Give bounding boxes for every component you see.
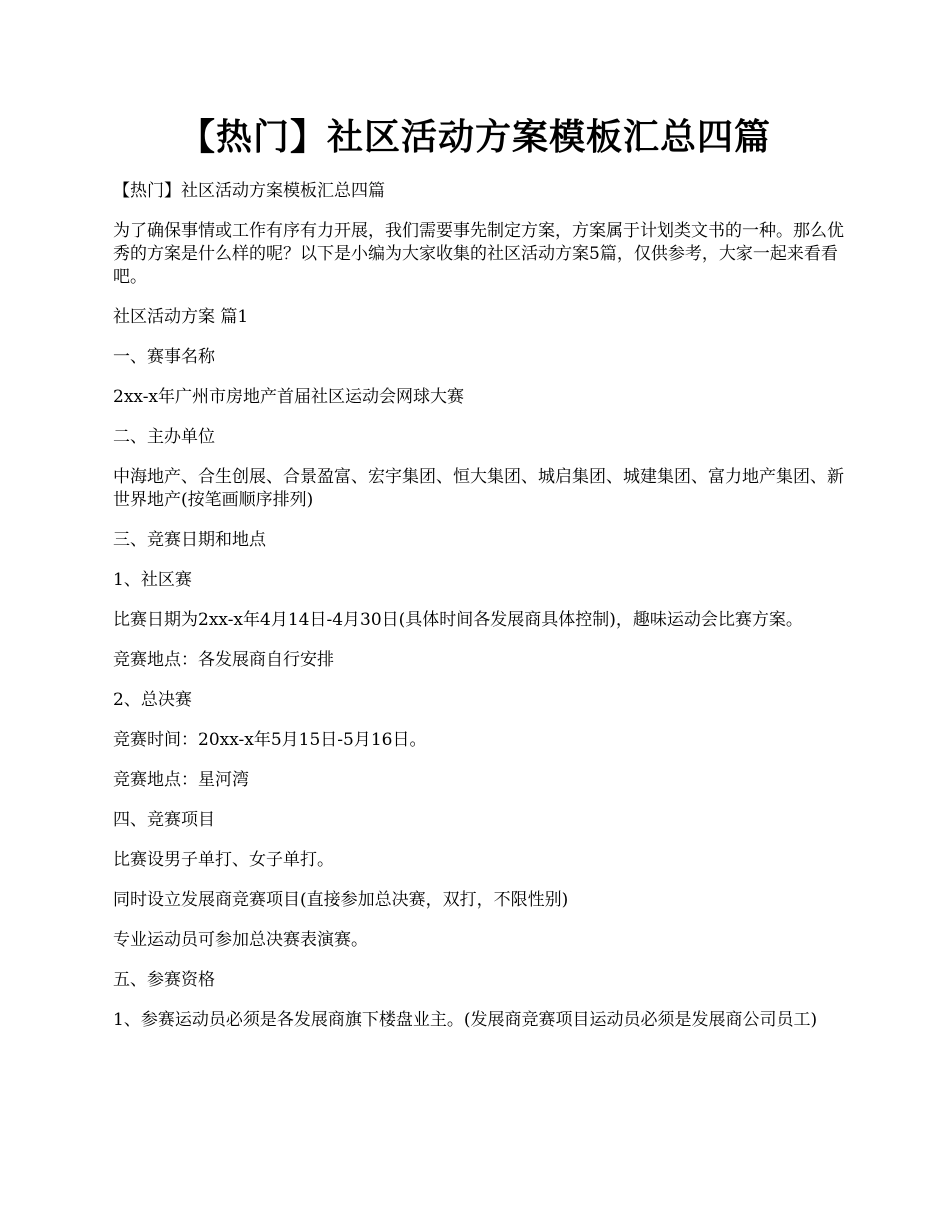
body-paragraph: 中海地产、合生创展、合景盈富、宏宇集团、恒大集团、城启集团、城建集团、富力地产集团、新世界地产(按笔画顺序排列) bbox=[113, 467, 844, 510]
body-paragraph: 专业运动员可参加总决赛表演赛。 bbox=[113, 930, 368, 950]
subtitle-paragraph: 【热门】社区活动方案模板汇总四篇 bbox=[113, 181, 385, 201]
item-heading: 五、参赛资格 bbox=[113, 970, 215, 990]
body-paragraph: 同时设立发展商竞赛项目(直接参加总决赛，双打，不限性别) bbox=[113, 890, 569, 910]
body-paragraph: 2xx-x年广州市房地产首届社区运动会网球大赛 bbox=[113, 387, 465, 407]
intro-paragraph: 为了确保事情或工作有序有力开展，我们需要事先制定方案，方案属于计划类文书的一种。那么优秀的方案是什么样的呢？以下是小编为大家收集的社区活动方案5篇，仅供参考，大家一起来看看吧。 bbox=[113, 221, 844, 287]
body-paragraph: 1、参赛运动员必须是各发展商旗下楼盘业主。(发展商竞赛项目运动员必须是发展商公司员工) bbox=[113, 1010, 818, 1030]
document-title: 【热门】社区活动方案模板汇总四篇 bbox=[178, 116, 771, 158]
body-paragraph: 比赛日期为2xx-x年4月14日-4月30日(具体时间各发展商具体控制)，趣味运动会比赛方案。 bbox=[113, 610, 803, 630]
item-heading: 四、竞赛项目 bbox=[113, 810, 215, 830]
item-heading: 一、赛事名称 bbox=[113, 347, 215, 367]
body-paragraph: 竞赛地点：星河湾 bbox=[113, 770, 249, 790]
item-heading: 二、主办单位 bbox=[113, 427, 215, 447]
sub-heading: 1、社区赛 bbox=[113, 570, 192, 590]
body-paragraph: 竞赛时间：20xx-x年5月15日-5月16日。 bbox=[113, 730, 427, 750]
section-heading: 社区活动方案 篇1 bbox=[113, 307, 249, 327]
body-paragraph: 比赛设男子单打、女子单打。 bbox=[113, 850, 334, 870]
document-body bbox=[113, 180, 853, 1049]
body-paragraph: 竞赛地点：各发展商自行安排 bbox=[113, 650, 334, 670]
sub-heading: 2、总决赛 bbox=[113, 690, 192, 710]
item-heading: 三、竞赛日期和地点 bbox=[113, 530, 266, 550]
